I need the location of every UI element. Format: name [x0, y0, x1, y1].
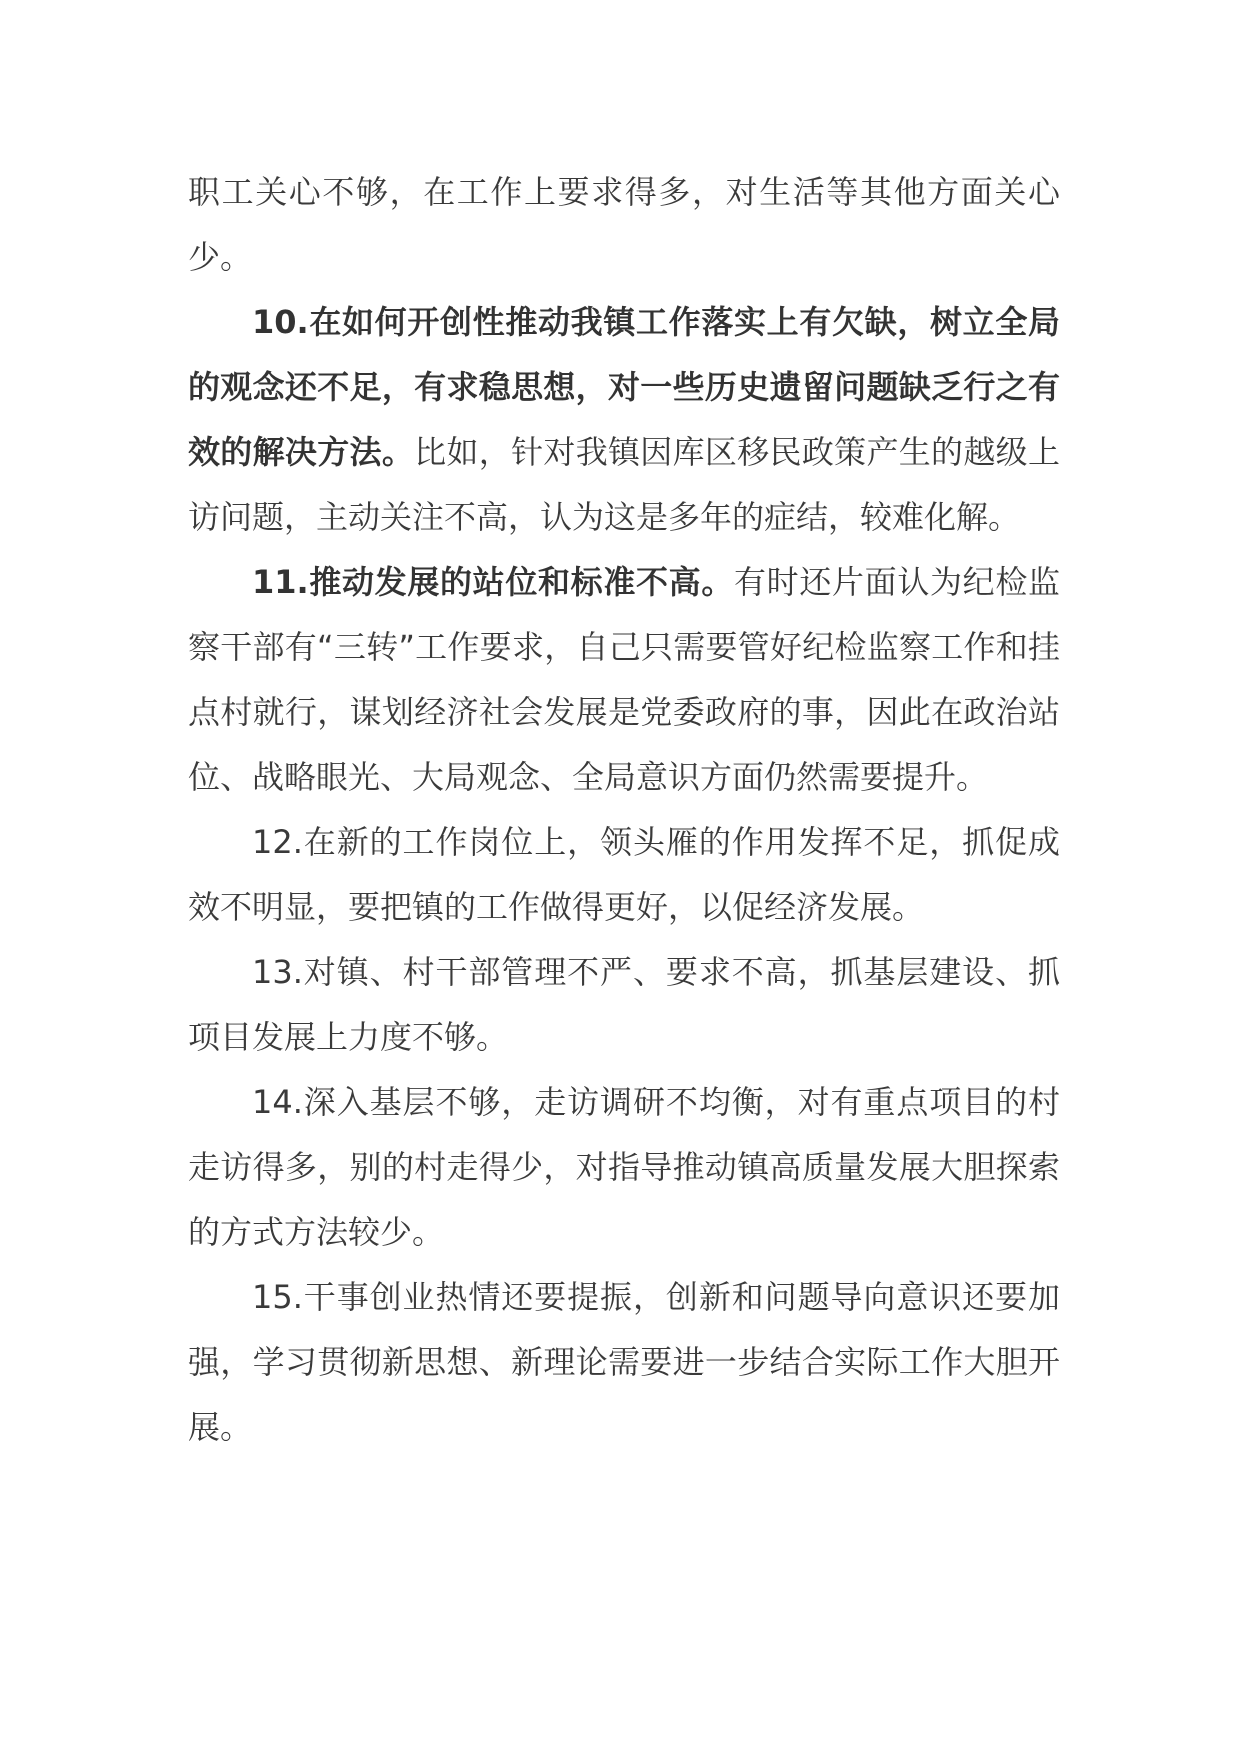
paragraph-item-11: [188, 550, 1060, 810]
paragraph-heading: 10.在如何开创性推动我镇工作落实上有欠缺，树立全局的观念还不足，有求稳思想，对一些历史遗留问题缺乏行之有效的解决方法。: [188, 303, 1060, 471]
paragraph-text: 13.对镇、村干部管理不严、要求不高，抓基层建设、抓项目发展上力度不够。: [188, 953, 1060, 1056]
document-page: [188, 160, 1060, 1460]
paragraph-text: 12.在新的工作岗位上，领头雁的作用发挥不足，抓促成效不明显，要把镇的工作做得更好，以促经济发展。: [188, 823, 1060, 926]
paragraph-text: 15.干事创业热情还要提振，创新和问题导向意识还要加强，学习贯彻新思想、新理论需要进一步结合实际工作大胆开展。: [188, 1278, 1060, 1446]
paragraph-item-12: [188, 810, 1060, 940]
paragraph-heading: 11.推动发展的站位和标准不高。: [252, 563, 734, 601]
paragraph-text: 职工关心不够，在工作上要求得多，对生活等其他方面关心少。: [188, 173, 1060, 276]
paragraph-item-13: [188, 940, 1060, 1070]
paragraph-item-10: [188, 290, 1060, 550]
paragraph-item-15: [188, 1265, 1060, 1460]
paragraph-continuation: [188, 160, 1060, 290]
paragraph-text: 14.深入基层不够，走访调研不均衡，对有重点项目的村走访得多，别的村走得少，对指导推动镇高质量发展大胆探索的方式方法较少。: [188, 1083, 1060, 1251]
paragraph-text: 有时还片面认为纪检监察干部有“三转”工作要求，自己只需要管好纪检监察工作和挂点村就行，谋划经济社会发展是党委政府的事，因此在政治站位、战略眼光、大局观念、全局意识方面仍然需要提升。: [188, 563, 1060, 796]
paragraph-item-14: [188, 1070, 1060, 1265]
paragraph-text: 比如，针对我镇因库区移民政策产生的越级上访问题，主动关注不高，认为这是多年的症结，较难化解。: [188, 433, 1060, 536]
